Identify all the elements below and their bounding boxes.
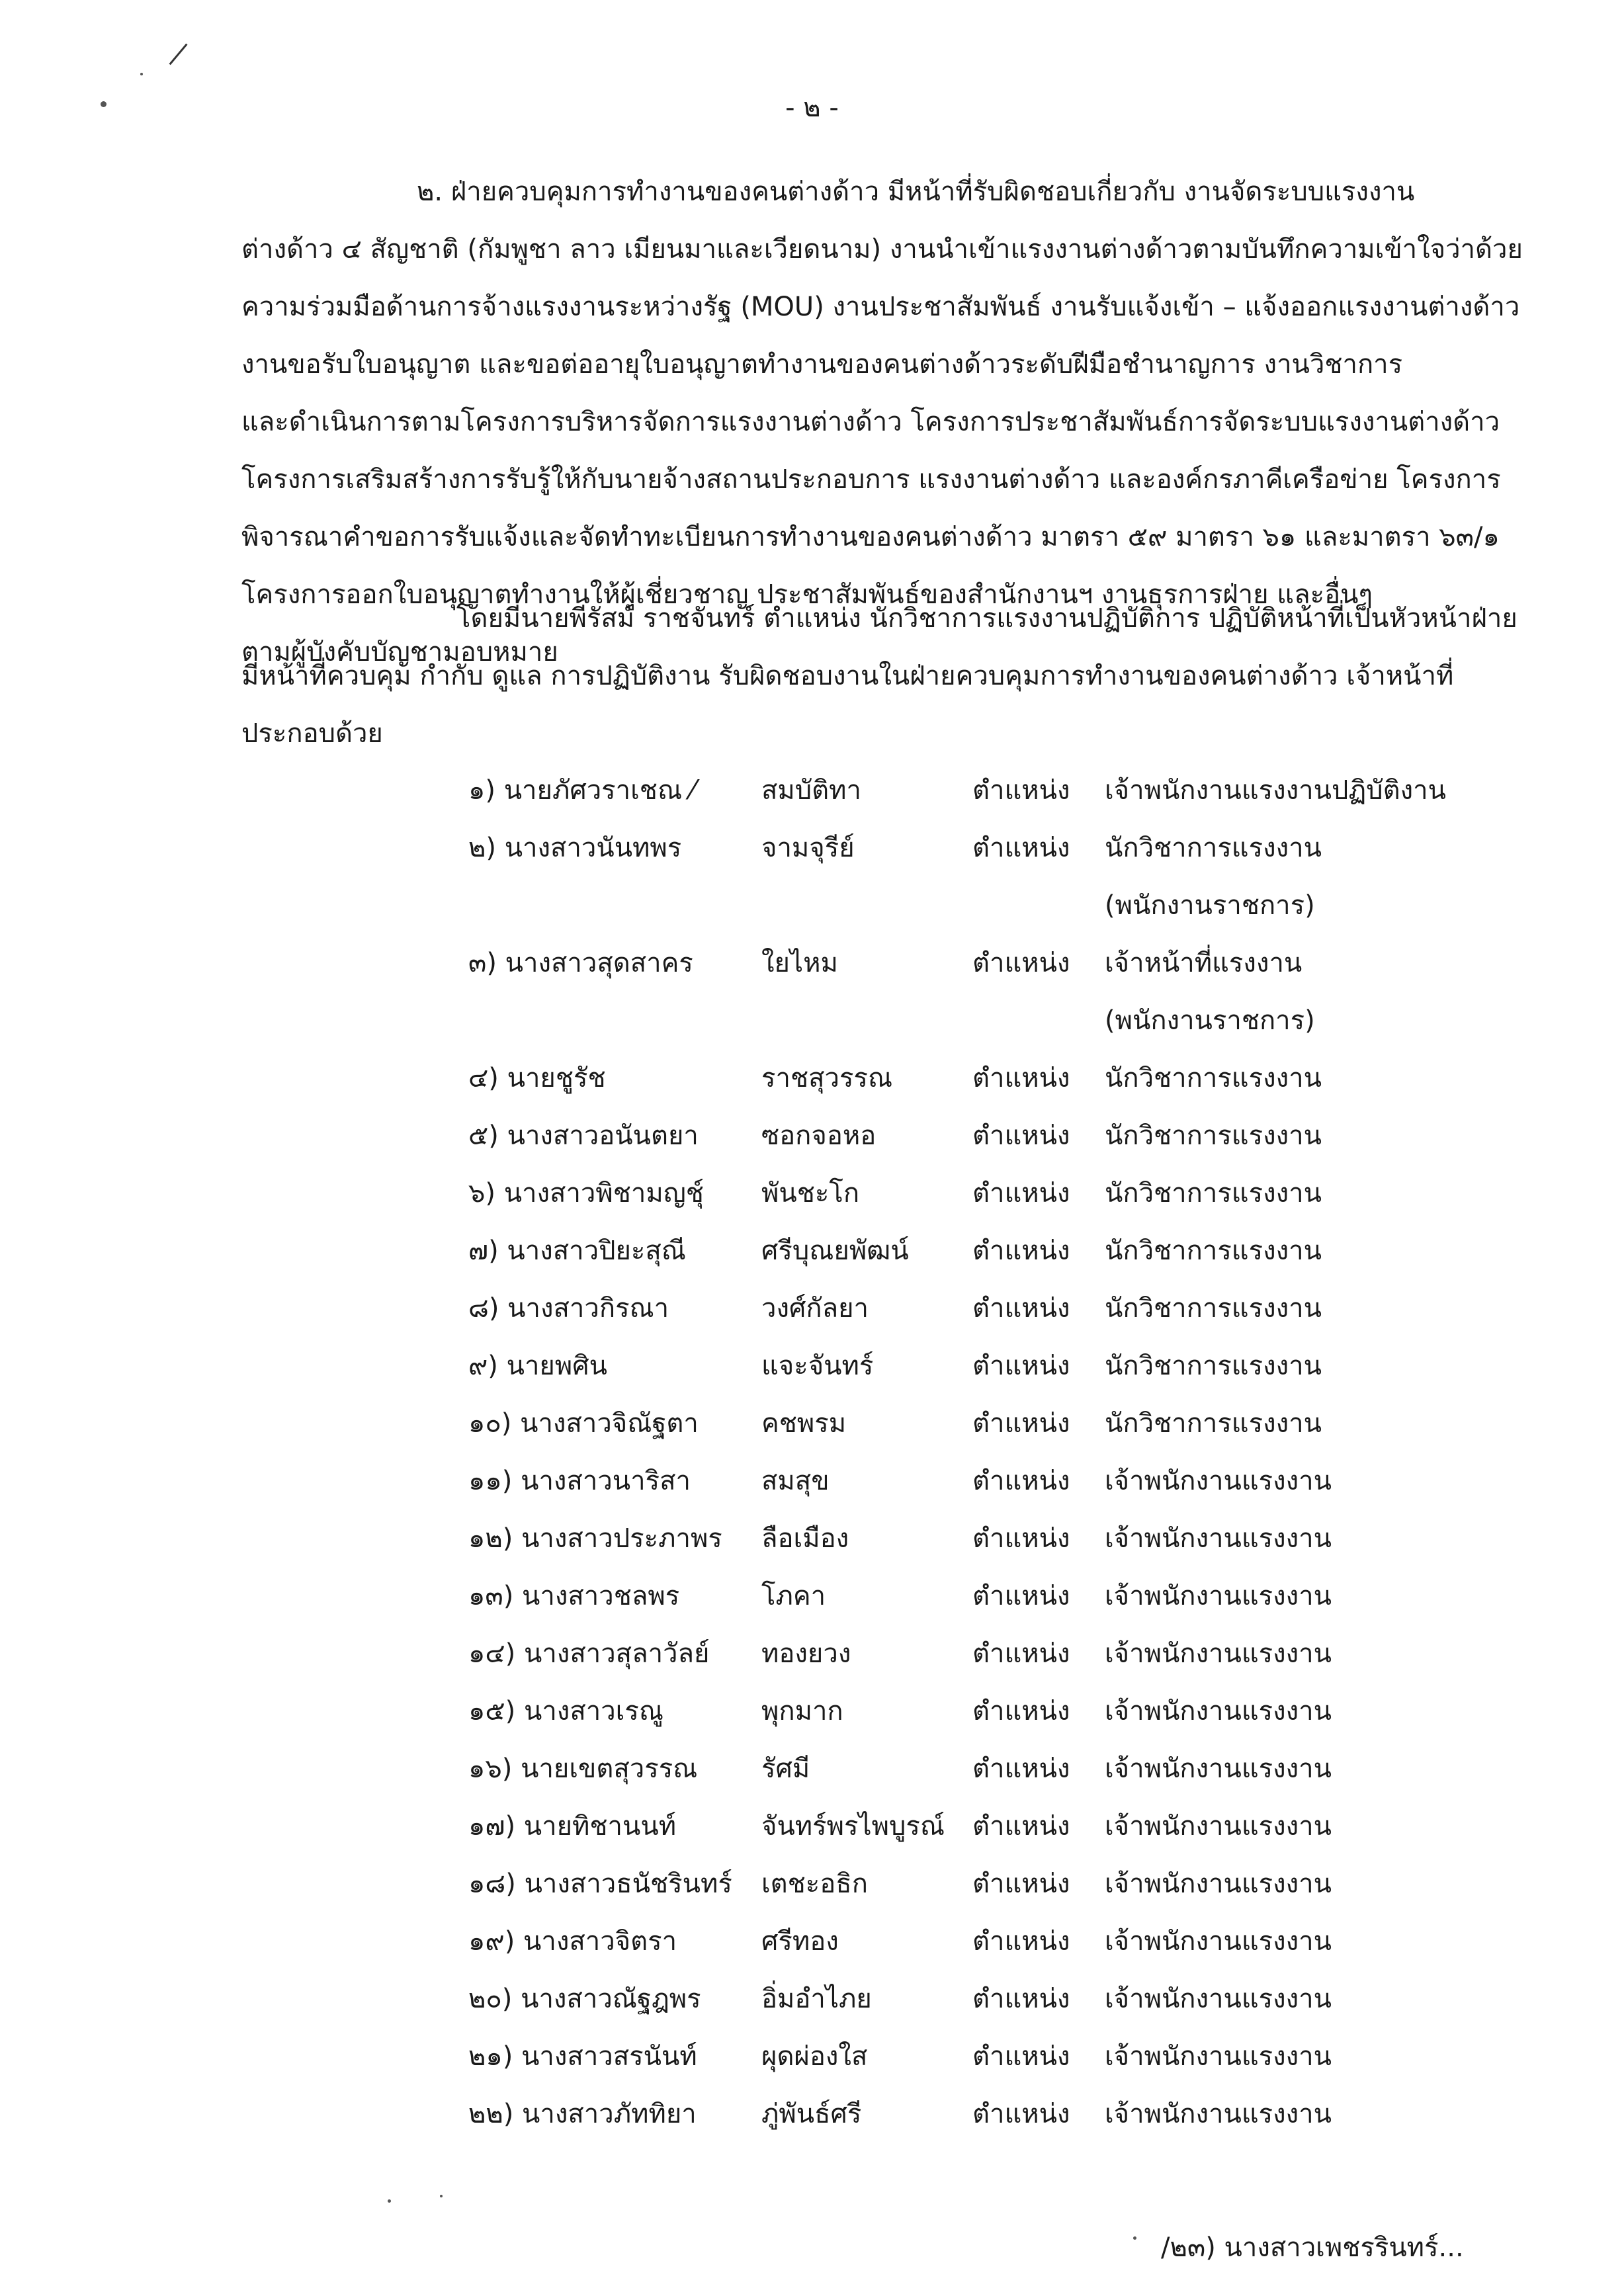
staff-position-label: ตำแหน่ง [972, 2041, 1070, 2072]
staff-position-label: ตำแหน่ง [972, 1984, 1070, 2014]
staff-surname: สมสุข [761, 1466, 830, 1496]
staff-row [468, 1335, 1494, 1392]
staff-title: เจ้าพนักงานแรงงาน [1105, 1638, 1332, 1669]
page-number: - ๒ - [785, 93, 839, 123]
staff-row [468, 1623, 1494, 1680]
paragraph-line: งานขอรับใบอนุญาต และขอต่ออายุใบอนุญาตทำงานของคนต่างด้าวระดับฝีมือชำนาญการ งานวิชาการ [241, 349, 1403, 380]
paragraph-line: โดยมีนายพีรัสม์ ราชจันทร์ ตำแหน่ง นักวิชาการแรงงานปฏิบัติการ ปฏิบัติหน้าที่เป็นหัวหน้าฝ่าย [456, 603, 1517, 634]
staff-title: นักวิชาการแรงงาน [1105, 1178, 1322, 1209]
staff-surname: จามจุรีย์ [761, 833, 855, 863]
staff-surname: รัศมี [761, 1754, 810, 1784]
paragraph-line: ความร่วมมือด้านการจ้างแรงงานระหว่างรัฐ (MOU) งานประชาสัมพันธ์ งานรับแจ้งเข้า – แจ้งออกแรงงานต่างด้าว [241, 292, 1520, 322]
staff-title: เจ้าหน้าที่แรงงาน [1105, 948, 1303, 978]
staff-row [468, 1795, 1494, 1853]
staff-row [468, 1507, 1494, 1565]
staff-title: เจ้าพนักงานแรงงาน [1105, 1466, 1332, 1496]
staff-note: (พนักงานราชการ) [1105, 1005, 1315, 1036]
staff-position-label: ตำแหน่ง [972, 1523, 1070, 1554]
paragraph-line: พิจารณาคำขอการรับแจ้งและจัดทำทะเบียนการทำงานของคนต่างด้าว มาตรา ๕๙ มาตรา ๖๑ และมาตรา ๖๓/๑ [241, 522, 1500, 552]
staff-title: เจ้าพนักงานแรงงาน [1105, 1696, 1332, 1726]
staff-row [468, 2083, 1494, 2141]
paragraph-line: ต่างด้าว ๔ สัญชาติ (กัมพูชา ลาว เมียนมาและเวียดนาม) งานนำเข้าแรงงานต่างด้าวตามบันทึกความเข้าใจว่าด้วย [241, 234, 1523, 265]
staff-name: ๑๖) นายเขตสุวรรณ [468, 1754, 698, 1784]
staff-position-label: ตำแหน่ง [972, 948, 1070, 978]
staff-position-label: ตำแหน่ง [972, 1811, 1070, 1842]
staff-name: ๑๒) นางสาวประภาพร [468, 1523, 722, 1554]
paragraph-line: มีหน้าที่ควบคุม กำกับ ดูแล การปฏิบัติงาน รับผิดชอบงานในฝ่ายควบคุมการทำงานของคนต่างด้าว เจ้าหน้าที่ [241, 661, 1454, 691]
paragraph-line: ตามผู้บังคับบัญชามอบหมาย [241, 637, 558, 667]
scan-speck [440, 2195, 443, 2197]
staff-name: ๑๓) นางสาวชลพร [468, 1581, 680, 1611]
staff-title: เจ้าพนักงานแรงงาน [1105, 1926, 1332, 1957]
staff-position-label: ตำแหน่ง [972, 1754, 1070, 1784]
staff-position-label: ตำแหน่ง [972, 1121, 1070, 1151]
staff-row [468, 1738, 1494, 1795]
scan-speck [388, 2199, 391, 2203]
staff-title: เจ้าพนักงานแรงงาน [1105, 1754, 1332, 1784]
staff-position-label: ตำแหน่ง [972, 833, 1070, 863]
staff-title: นักวิชาการแรงงาน [1105, 1351, 1322, 1381]
staff-surname: โภคา [761, 1581, 826, 1611]
staff-surname: ใยไหม [761, 948, 838, 978]
staff-position-label: ตำแหน่ง [972, 1408, 1070, 1439]
staff-name: ๗) นางสาวปิยะสุณี [468, 1236, 686, 1266]
staff-name: ๒๑) นางสาวสรนันท์ [468, 2041, 697, 2072]
staff-surname: พันชะโก [761, 1178, 860, 1209]
staff-surname: คชพรม [761, 1408, 847, 1439]
staff-position-label: ตำแหน่ง [972, 2099, 1070, 2129]
staff-name: ๙) นายพศิน [468, 1351, 607, 1381]
staff-position-label: ตำแหน่ง [972, 775, 1070, 806]
staff-name: ๓) นางสาวสุดสาคร [468, 948, 693, 978]
staff-position-label: ตำแหน่ง [972, 1638, 1070, 1669]
staff-name: ๑๗) นายทิชานนท์ [468, 1811, 677, 1842]
staff-name: ๔) นายชูรัช [468, 1063, 606, 1093]
staff-name: ๑๘) นางสาวธนัชรินทร์ [468, 1869, 732, 1899]
staff-title: นักวิชาการแรงงาน [1105, 833, 1322, 863]
staff-position-label: ตำแหน่ง [972, 1466, 1070, 1496]
staff-position-label: ตำแหน่ง [972, 1581, 1070, 1611]
staff-row [468, 1162, 1494, 1220]
paragraph-line: โครงการออกใบอนุญาตทำงานให้ผู้เชี่ยวชาญ ประชาสัมพันธ์ของสำนักงานฯ งานธุรการฝ่าย และอื่นๆ [241, 579, 1373, 610]
staff-row [468, 1680, 1494, 1738]
staff-row [468, 1910, 1494, 1968]
staff-position-label: ตำแหน่ง [972, 1869, 1070, 1899]
staff-surname: วงศ์กัลยา [761, 1293, 869, 1324]
staff-row [468, 1047, 1494, 1105]
staff-name: ๒๐) นางสาวณัฐฎพร [468, 1984, 701, 2014]
staff-surname: เตชะอธิก [761, 1869, 868, 1899]
staff-surname: อิ่มอำไภย [761, 1984, 872, 2014]
staff-row [468, 1565, 1494, 1623]
staff-row [468, 1450, 1494, 1507]
staff-surname: จันทร์พรไพบูรณ์ [761, 1811, 945, 1842]
staff-surname: ซอกจอหอ [761, 1121, 876, 1151]
staff-title: เจ้าพนักงานแรงงาน [1105, 1581, 1332, 1611]
staff-list [468, 759, 1494, 2141]
staff-title: นักวิชาการแรงงาน [1105, 1063, 1322, 1093]
staff-surname: ภู่พันธ์ศรี [761, 2099, 862, 2129]
staff-position-label: ตำแหน่ง [972, 1178, 1070, 1209]
staff-title: เจ้าพนักงานแรงงาน [1105, 2099, 1332, 2129]
staff-surname: แจะจันทร์ [761, 1351, 874, 1381]
paragraph-line: และดำเนินการตามโครงการบริหารจัดการแรงงานต่างด้าว โครงการประชาสัมพันธ์การจัดระบบแรงงานต่างด้าว [241, 407, 1500, 437]
staff-note: (พนักงานราชการ) [1105, 890, 1315, 921]
staff-surname: ลือเมือง [761, 1523, 849, 1554]
paragraph-line: ๒. ฝ่ายควบคุมการทำงานของคนต่างด้าว มีหน้าที่รับผิดชอบเกี่ยวกับ งานจัดระบบแรงงาน [417, 177, 1415, 207]
staff-position-label: ตำแหน่ง [972, 1063, 1070, 1093]
paragraph-line: ประกอบด้วย [241, 718, 383, 749]
head-paragraph [241, 590, 1517, 763]
staff-surname: ศรีทอง [761, 1926, 839, 1957]
staff-row [468, 932, 1494, 1047]
staff-name: ๖) นางสาวพิชามญชุ์ [468, 1178, 704, 1209]
staff-name: ๑๔) นางสาวสุลาวัลย์ [468, 1638, 710, 1669]
scan-speck [140, 73, 143, 75]
staff-row [468, 817, 1494, 932]
staff-title: นักวิชาการแรงงาน [1105, 1293, 1322, 1324]
staff-row [468, 1853, 1494, 1910]
staff-position-label: ตำแหน่ง [972, 1351, 1070, 1381]
staff-row [468, 1105, 1494, 1162]
staff-row [468, 759, 1494, 817]
staff-title: เจ้าพนักงานแรงงาน [1105, 1869, 1332, 1899]
staff-title: เจ้าพนักงานแรงงานปฏิบัติงาน [1105, 775, 1446, 806]
staff-title: นักวิชาการแรงงาน [1105, 1236, 1322, 1266]
staff-name: ๑๕) นางสาวเรณู [468, 1696, 663, 1726]
staff-name: ๒) นางสาวนันทพร [468, 833, 682, 863]
staff-name: ๘) นางสาวกิรณา [468, 1293, 669, 1324]
staff-name: ๕) นางสาวอนันตยา [468, 1121, 699, 1151]
staff-title: เจ้าพนักงานแรงงาน [1105, 1984, 1332, 2014]
staff-name: ๑๑) นางสาวนาริสา [468, 1466, 691, 1496]
staff-row [468, 1277, 1494, 1335]
staff-position-label: ตำแหน่ง [972, 1293, 1070, 1324]
staff-name: ๑) นายภัศวราเชณ ⁄ [468, 775, 695, 806]
staff-title: นักวิชาการแรงงาน [1105, 1408, 1322, 1439]
staff-surname: ศรีบุณยพัฒน์ [761, 1236, 909, 1266]
staff-surname: ผุดผ่องใส [761, 2041, 868, 2072]
paragraph-line: โครงการเสริมสร้างการรับรู้ให้กับนายจ้างสถานประกอบการ แรงงานต่างด้าว และองค์กรภาคีเครือข่าย โครงการ [241, 464, 1501, 495]
staff-title: เจ้าพนักงานแรงงาน [1105, 1523, 1332, 1554]
staff-surname: สมบัติทา [761, 775, 861, 806]
staff-position-label: ตำแหน่ง [972, 1236, 1070, 1266]
staff-position-label: ตำแหน่ง [972, 1696, 1070, 1726]
staff-title: เจ้าพนักงานแรงงาน [1105, 2041, 1332, 2072]
staff-row [468, 1392, 1494, 1450]
staff-surname: ราชสุวรรณ [761, 1063, 893, 1093]
staff-surname: ทองยวง [761, 1638, 851, 1669]
staff-title: เจ้าพนักงานแรงงาน [1105, 1811, 1332, 1842]
staff-row [468, 1220, 1494, 1277]
staff-position-label: ตำแหน่ง [972, 1926, 1070, 1957]
scan-mark [169, 44, 187, 65]
staff-surname: พุกมาก [761, 1696, 843, 1726]
continuation-note: /๒๓) นางสาวเพชรรินทร์... [1161, 2232, 1464, 2263]
staff-name: ๒๒) นางสาวภัททิยา [468, 2099, 697, 2129]
staff-name: ๑๙) นางสาวจิตรา [468, 1926, 677, 1957]
staff-row [468, 1968, 1494, 2025]
scan-speck [1133, 2236, 1136, 2240]
staff-row [468, 2025, 1494, 2083]
staff-name: ๑๐) นางสาวจิณัฐตา [468, 1408, 699, 1439]
staff-title: นักวิชาการแรงงาน [1105, 1121, 1322, 1151]
